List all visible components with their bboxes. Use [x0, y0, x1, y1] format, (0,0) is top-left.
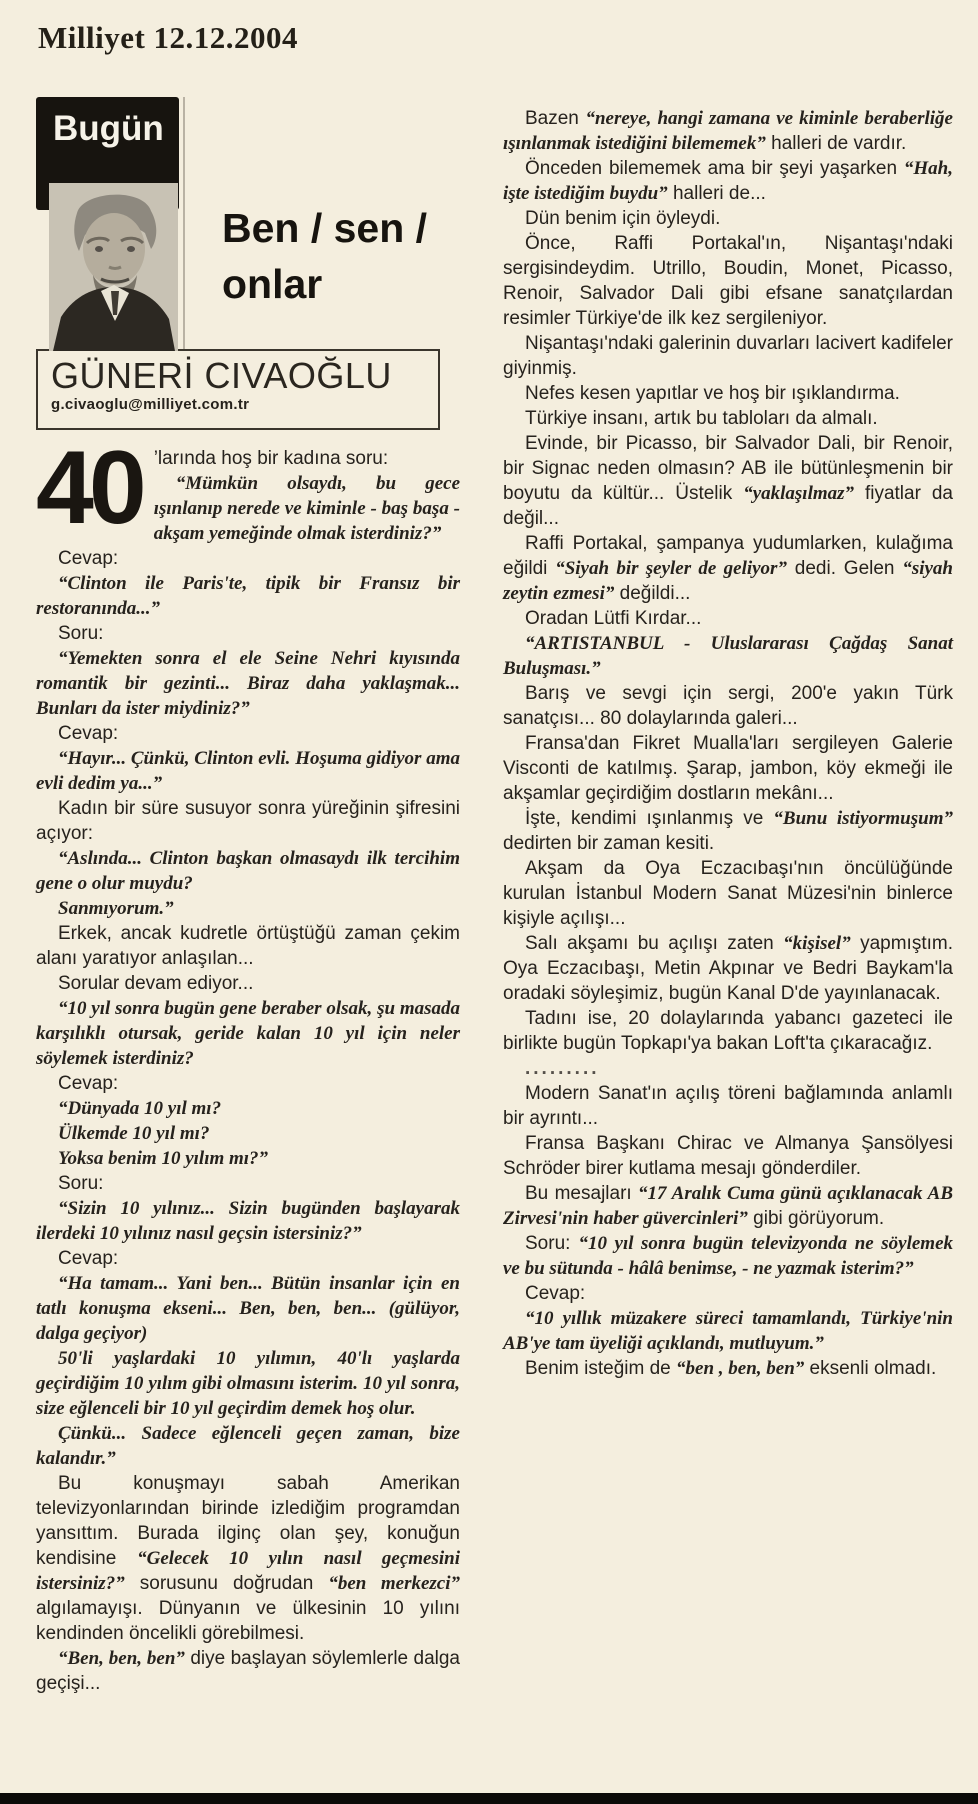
paragraph [36, 1471, 460, 1646]
body-text: Oradan Lütfi Kırdar... [525, 608, 702, 629]
quote-text: “Siyah bir şeyler de geliyor” [555, 558, 787, 579]
paragraph [36, 921, 460, 971]
body-text: Önceden bilememek ama bir şeyi yaşarken [525, 158, 904, 179]
body-text: Soru: [525, 1233, 579, 1254]
quote-text: “nereye, hangi zamana ve kiminle beraberliğe ışınlanmak istediğini bilememek” [503, 108, 953, 154]
quote-text: Yoksa benim 10 yılım mı?” [58, 1148, 269, 1169]
body-text: Soru: [58, 1173, 104, 1194]
body-text: Bu mesajları [525, 1183, 639, 1204]
author-name: GÜNERİ CIVAOĞLU [51, 355, 392, 396]
paragraph [36, 1646, 460, 1696]
body-text: Akşam da Oya Eczacıbaşı'nın öncülüğünde kurulan İstanbul Modern Sanat Müzesi'nin binlerce kişiyle açılışı... [503, 858, 953, 929]
column-title [222, 200, 472, 312]
paragraph [503, 631, 953, 681]
body-text: değildi... [614, 583, 691, 604]
quote-text: “Ha tamam... Yani ben... Bütün insanlar için en tatlı konuşma ekseni... Ben, ben, ben... (gülüyor, dalga geçiyor) [36, 1273, 460, 1344]
body-text: Nişantaşı'ndaki galerinin duvarları lacivert kadifeler giyinmiş. [503, 333, 953, 379]
quote-text: “Yemekten sonra el ele Seine Nehri kıyısında romantik bir gezinti... Biraz daha yaklaşmak... Bunları da ister miydiniz?” [36, 648, 460, 719]
author-portrait-illustration [49, 183, 178, 351]
quote-text: “Clinton ile Paris'te, tipik bir Fransız bir restoranında...” [36, 573, 460, 619]
body-text: ......... [525, 1058, 600, 1079]
paragraph [36, 1271, 460, 1346]
quote-text: Çünkü... Sadece eğlenceli geçen zaman, bize kalandır.” [36, 1423, 460, 1469]
body-text: halleri de vardır. [765, 133, 907, 154]
quote-text: “Sizin 10 yılınız... Sizin bugünden başlayarak ilerdeki 10 yılınız nasıl geçsin istersiniz?” [36, 1198, 460, 1244]
quote-text: “Dünyada 10 yıl mı? [58, 1098, 222, 1119]
quote-text: “Gelecek 10 yılın nasıl geçmesini istersiniz?” [36, 1548, 460, 1594]
body-text: Nefes kesen yapıtlar ve hoş bir ışıklandırma. [525, 383, 900, 404]
paragraph [36, 1346, 460, 1421]
quote-text: Sanmıyorum.” [58, 898, 174, 919]
quote-text: 50'li yaşlardaki 10 yılımın, 40'lı yaşlarda geçirdiğim 10 yılım gibi olmasını isterim. 10 yıl sonra, size eğlenceli bir 10 yıl geçirdim demek hoş olur. [36, 1348, 460, 1419]
quote-text: “Ben, ben, ben” [58, 1648, 185, 1669]
quote-text: “ben , ben, ben” [676, 1358, 805, 1379]
paragraph [503, 1356, 953, 1381]
body-text: ’larında hoş bir kadına soru: [153, 448, 389, 469]
quote-text: “Hayır... Çünkü, Clinton evli. Hoşuma gidiyor ama evli dedim ya...” [36, 748, 460, 794]
paragraph [36, 896, 460, 921]
quote-text: “10 yıl sonra bugün gene beraber olsak, şu masada karşılıklı otursak, geride kalan 10 yıl için neler söylemek isterdiniz? [36, 998, 460, 1069]
body-text: Önce, Raffi Portakal'ın, Nişantaşı'ndaki sergisindeydim. Utrillo, Boudin, Monet, Picasso, Renoir, Salvador Dali gibi efsane sanatçılardan resimler Türkiye'de ilk kez sergileniyor. [503, 233, 953, 329]
body-text: Sorular devam ediyor... [58, 973, 254, 994]
paragraph [36, 721, 460, 746]
body-text: Barış ve sevgi için sergi, 200'e yakın Türk sanatçısı... 80 dolaylarında galeri... [503, 683, 953, 729]
header-divider-line [183, 97, 185, 351]
paragraph [503, 331, 953, 381]
paragraph [503, 1056, 953, 1081]
body-text: dedirten bir zaman kesiti. [503, 833, 715, 854]
paragraph [503, 1281, 953, 1306]
body-text: Cevap: [58, 1248, 119, 1269]
body-text: Bu konuşmayı sabah Amerikan televizyonlarından birinde izlediğim programdan yansıttım. Burada ilginç olan şey, konuğun kendisine [36, 1473, 460, 1569]
body-text: Erkek, ancak kudretle örtüştüğü zaman çekim alanı yaratıyor anlaşılan... [36, 923, 460, 969]
paragraph [36, 1121, 460, 1146]
paragraph [36, 646, 460, 721]
paragraph [503, 431, 953, 531]
paragraph [36, 571, 460, 621]
paragraph [503, 1306, 953, 1356]
paragraph [36, 1171, 460, 1196]
author-email: g.civaoglu@milliyet.com.tr [51, 396, 250, 413]
body-text: gibi görüyorum. [747, 1208, 885, 1229]
column-title-line1: Ben / sen / [222, 205, 428, 251]
clipping-source-date: Milliyet 12.12.2004 [38, 20, 299, 55]
body-text: eksenli olmadı. [804, 1358, 937, 1379]
quote-text: “ben merkezci” [328, 1573, 460, 1594]
paragraph [36, 1096, 460, 1121]
paragraph [503, 1131, 953, 1181]
body-text: Cevap: [58, 723, 119, 744]
body-text: algılamayışı. Dünyanın ve ülkesinin 10 yılını kendinden öncelikli görebilmesi. [36, 1598, 460, 1644]
paragraph [36, 1421, 460, 1471]
paragraph [503, 681, 953, 731]
body-text: Dün benim için öyleydi. [525, 208, 721, 229]
column-title-line2: onlar [222, 261, 323, 307]
quote-text: “Bunu istiyormuşum” [773, 808, 953, 829]
paragraph [36, 846, 460, 896]
body-text: Bazen [525, 108, 586, 129]
body-text: diye başlayan söylemlerle dalga geçişi... [36, 1648, 460, 1694]
paragraph [503, 856, 953, 931]
dropcap-number: 40 [36, 430, 142, 546]
paragraph [503, 381, 953, 406]
paragraph [503, 1181, 953, 1231]
paragraph [503, 1006, 953, 1056]
quote-text: “10 yıl sonra bugün televizyonda ne söylemek ve bu sütunda - hâlâ benimse, - ne yazmak isterim?” [503, 1233, 953, 1279]
paragraph [503, 231, 953, 331]
paragraph [36, 1246, 460, 1271]
quote-text: “Hah, işte istediğim buydu” [503, 158, 953, 204]
paragraph [503, 106, 953, 156]
byline-box [36, 349, 440, 430]
body-text: Cevap: [58, 548, 119, 569]
body-text: Tadını ise, 20 dolaylarında yabancı gazeteci ile birlikte bugün Topkapı'ya bakan Loft'ta çıkaracağız. [503, 1008, 953, 1054]
paragraph [503, 1081, 953, 1131]
paragraph [36, 746, 460, 796]
body-text: Modern Sanat'ın açılış töreni bağlamında anlamlı bir ayrıntı... [503, 1083, 953, 1129]
quote-text: “17 Aralık Cuma günü açıklanacak AB Zirvesi'nin haber güvercinleri” [503, 1183, 953, 1229]
body-text: dedi. Gelen [786, 558, 903, 579]
quote-text: “kişisel” [783, 933, 851, 954]
quote-text: “10 yıllık müzakere süreci tamamlandı, Türkiye'nin AB'ye tam üyeliği açıklandı, mutluyum.” [503, 1308, 953, 1354]
body-text: yapmıştım. Oya Eczacıbaşı, Metin Akpınar ve Bedri Baykam'la oradaki söyleşimiz, bugün Kanal D'de yayınlanacak. [503, 933, 953, 1004]
body-text: Fransa Başkanı Chirac ve Almanya Şansölyesi Schröder birer kutlama mesajı gönderdiler. [503, 1133, 953, 1179]
quote-text: “Mümkün olsaydı, bu gece ışınlanıp nerede ve kiminle - baş başa - akşam yemeğinde olmak isterdiniz?” [153, 473, 460, 544]
quote-text: “siyah zeytin ezmesi” [503, 558, 953, 604]
body-text: Evinde, bir Picasso, bir Salvador Dali, bir Renoir, bir Signac neden olmasın? AB ile bütünleşmenin bir boyutu da kültür... Üstelik [503, 433, 953, 504]
quote-text: “ARTISTANBUL - Uluslararası Çağdaş Sanat Buluşması.” [503, 633, 953, 679]
paragraph [36, 796, 460, 846]
quote-text: Ülkemde 10 yıl mı? [58, 1123, 210, 1144]
body-text: Fransa'dan Fikret Mualla'ları sergileyen Galerie Visconti de katılmış. Şarap, jambon, köy ekmeği ile akşamlar geçirdiğim dostların mekânı... [503, 733, 953, 804]
body-text: fiyatlar da değil... [503, 483, 953, 529]
paragraph [36, 996, 460, 1071]
paragraph [503, 531, 953, 606]
article-column-left [36, 430, 460, 1696]
column-badge-label: Bugün [53, 109, 164, 148]
body-text: halleri de... [667, 183, 766, 204]
paragraph [503, 156, 953, 206]
paragraph [503, 931, 953, 1006]
paragraph [36, 546, 460, 571]
quote-text: “Aslında... Clinton başkan olmasaydı ilk tercihim gene o olur muydu? [36, 848, 460, 894]
body-text: sorusunu doğrudan [124, 1573, 329, 1594]
body-text: Raffi Portakal, şampanya yudumlarken, kulağıma eğildi [503, 533, 953, 579]
author-photo [49, 183, 178, 351]
paragraph [36, 621, 460, 646]
paragraph [36, 1196, 460, 1246]
body-text: Cevap: [58, 1073, 119, 1094]
paragraph [503, 1231, 953, 1281]
body-text: İşte, kendimi ışınlanmış ve [525, 808, 774, 829]
paragraph [503, 806, 953, 856]
body-text: Benim isteğim de [525, 1358, 677, 1379]
paragraph [503, 206, 953, 231]
body-text: Türkiye insanı, artık bu tabloları da almalı. [525, 408, 878, 429]
body-text: Soru: [58, 623, 104, 644]
paragraph [36, 1071, 460, 1096]
scan-bottom-bar [0, 1793, 978, 1804]
body-text: Salı akşamı bu açılışı zaten [525, 933, 784, 954]
body-text: Kadın bir süre susuyor sonra yüreğinin şifresini açıyor: [36, 798, 460, 844]
quote-text: “yaklaşılmaz” [743, 483, 855, 504]
body-text: Cevap: [525, 1283, 586, 1304]
paragraph [36, 1146, 460, 1171]
article-column-right [503, 106, 953, 1381]
paragraph [503, 606, 953, 631]
paragraph [503, 731, 953, 806]
paragraph [36, 971, 460, 996]
paragraph [503, 406, 953, 431]
